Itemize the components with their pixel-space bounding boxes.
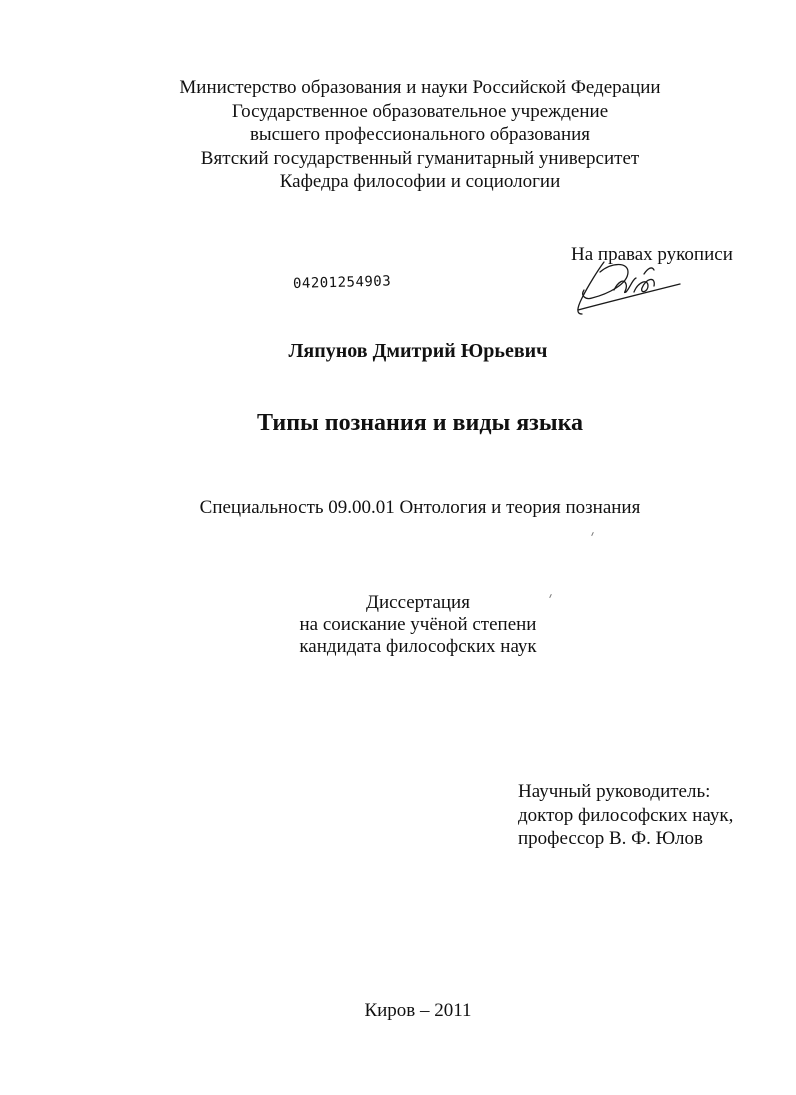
degree-line-degree: кандидата философских наук bbox=[299, 636, 537, 657]
header-line-department: Кафедра философии и социологии bbox=[279, 171, 561, 192]
city-year: Киров – 2011 bbox=[364, 1000, 472, 1021]
author-name: Ляпунов Дмитрий Юрьевич bbox=[288, 340, 548, 362]
scan-speck bbox=[591, 532, 594, 536]
dissertation-title: Типы познания и виды языка bbox=[256, 410, 584, 436]
header-line-institution-type: Государственное образовательное учреждение bbox=[231, 100, 609, 122]
degree-line-purpose: на соискание учёной степени bbox=[299, 614, 537, 635]
supervisor-label: Научный руководитель: bbox=[518, 781, 711, 802]
manuscript-note: На правах рукописи bbox=[571, 244, 733, 265]
header-line-ministry: Министерство образования и науки Российской Федерации bbox=[179, 77, 661, 98]
header-line-university: Вятский государственный гуманитарный университет bbox=[200, 147, 640, 169]
handwritten-signature bbox=[568, 248, 688, 324]
specialty-line: Специальность 09.00.01 Онтология и теория познания bbox=[199, 497, 641, 518]
header-line-education-level: высшего профессионального образования bbox=[249, 124, 591, 145]
registration-number: 04201254903 bbox=[292, 273, 392, 292]
institution-header bbox=[0, 76, 796, 194]
supervisor-degree: доктор философских наук, bbox=[518, 804, 734, 826]
degree-statement bbox=[0, 592, 796, 658]
supervisor-block bbox=[518, 780, 733, 851]
supervisor-name: профессор В. Ф. Юлов bbox=[518, 828, 703, 849]
degree-line-dissertation: Диссертация bbox=[366, 592, 470, 613]
